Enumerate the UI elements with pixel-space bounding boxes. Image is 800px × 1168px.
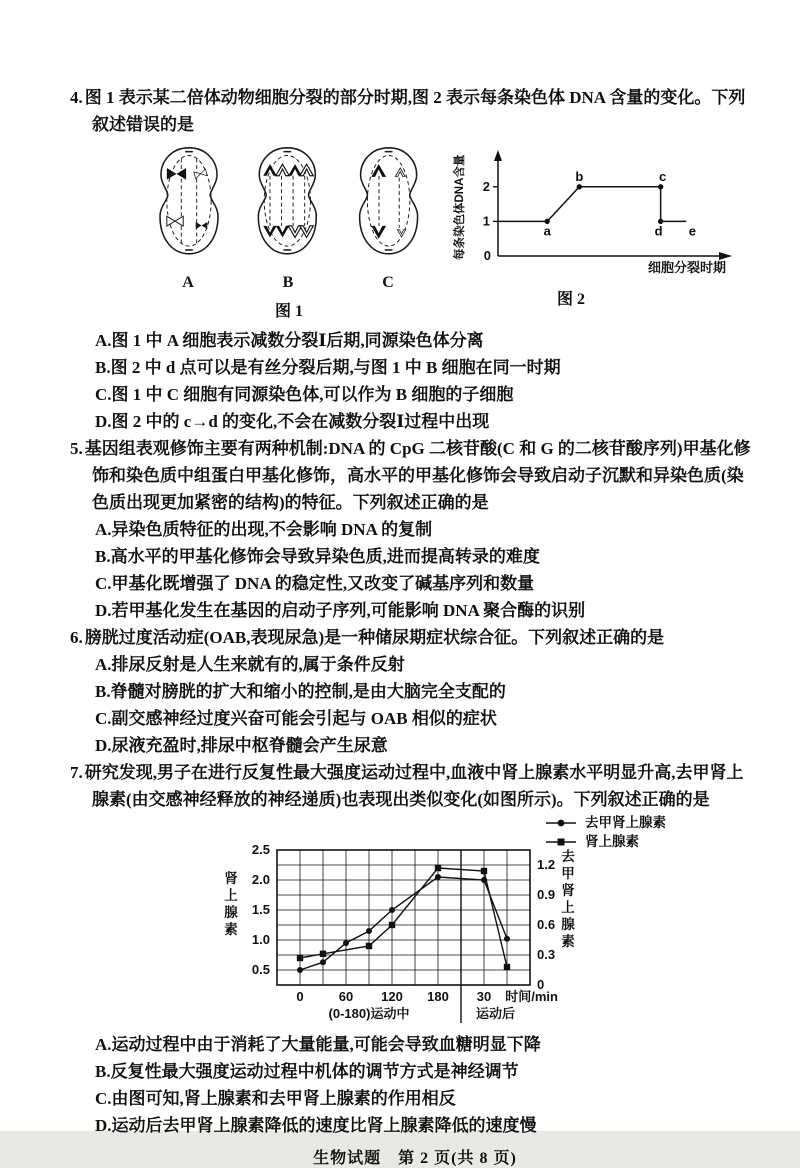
svg-text:1: 1 — [482, 213, 490, 229]
svg-text:甲: 甲 — [561, 866, 575, 881]
figure-1 — [138, 142, 440, 325]
option-b: B.反复性最大强度运动过程中机体的调节方式是神经调节 — [95, 1062, 519, 1081]
option-c: C.图 1 中 C 细胞有同源染色体,可以作为 B 细胞的子细胞 — [95, 385, 514, 404]
cell-division-drawing — [138, 142, 440, 260]
svg-text:2.0: 2.0 — [251, 872, 270, 887]
option-a: A.图 1 中 A 细胞表示减数分裂Ⅰ后期,同源染色体分离 — [95, 331, 484, 350]
svg-text:0: 0 — [483, 248, 491, 263]
svg-text:肾: 肾 — [224, 871, 238, 886]
svg-text:180: 180 — [427, 989, 449, 1004]
svg-text:上: 上 — [561, 900, 575, 915]
svg-text:上: 上 — [224, 888, 238, 903]
page-footer — [70, 1145, 760, 1168]
svg-text:每条染色体DNA含量: 每条染色体DNA含量 — [454, 154, 466, 260]
svg-text:0.5: 0.5 — [251, 962, 270, 977]
svg-text:0: 0 — [296, 989, 304, 1004]
question-6-options — [70, 651, 755, 759]
option-d: D.图 2 中的 c→d 的变化,不会在减数分裂Ⅰ过程中出现 — [95, 412, 490, 431]
svg-text:c: c — [659, 168, 667, 184]
svg-text:运动后: 运动后 — [475, 1006, 516, 1021]
question-4-text: 图 1 表示某二倍体动物细胞分裂的部分时期,图 2 表示每条染色体 DNA 含量的变化。下列叙述错误的是 — [84, 88, 746, 134]
cell-a-label: A — [182, 274, 194, 291]
circle-marker-icon — [545, 817, 577, 829]
svg-text:去: 去 — [561, 849, 575, 864]
figure-2-caption: 图 2 — [556, 291, 585, 308]
cell-labels — [138, 269, 440, 296]
option-b: B.图 2 中 d 点可以是有丝分裂后期,与图 1 中 B 细胞在同一时期 — [95, 358, 561, 377]
page-footer-text: 生物试题 第 2 页(共 8 页) — [313, 1150, 517, 1167]
question-5-text: 基因组表观修饰主要有两种机制:DNA 的 CpG 二核苷酸(C 和 G 的二核苷酸序列)甲基化修饰和染色质中组蛋白甲基化修饰，高水平的甲基化修饰会导致启动子沉默和异染色质(染色质出现更加紧密的结构)的特征。下列叙述正确的是 — [84, 439, 751, 512]
question-5-options — [70, 516, 755, 624]
option-c: C.由图可知,肾上腺素和去甲肾上腺素的作用相反 — [95, 1089, 456, 1108]
svg-text:腺: 腺 — [561, 917, 575, 932]
svg-text:时间/min: 时间/min — [505, 989, 558, 1004]
question-7-stem — [70, 759, 760, 813]
dna-content-chart — [448, 142, 754, 284]
svg-text:a: a — [543, 223, 551, 239]
hormone-line-chart — [215, 827, 601, 1027]
svg-text:肾: 肾 — [561, 883, 575, 898]
option-c: C.甲基化既增强了 DNA 的稳定性,又改变了碱基序列和数量 — [95, 574, 535, 593]
svg-text:细胞分裂时期: 细胞分裂时期 — [647, 260, 726, 275]
svg-text:素: 素 — [224, 922, 238, 937]
question-6-text: 膀胱过度活动症(OAB,表现尿急)是一种储尿期症状综合征。下列叙述正确的是 — [84, 628, 665, 647]
svg-text:1.5: 1.5 — [251, 902, 270, 917]
svg-text:(0-180)运动中: (0-180)运动中 — [328, 1006, 410, 1021]
figure-2 — [448, 142, 754, 313]
question-4-stem — [70, 84, 760, 138]
figure-1-caption: 图 1 — [274, 303, 303, 320]
question-7-text: 研究发现,男子在进行反复性最大强度运动过程中,血液中肾上腺素水平明显升高,去甲肾上腺素(由交感神经释放的神经递质)也表现出类似变化(如图所示)。下列叙述正确的是 — [84, 763, 744, 809]
hormone-chart-figure — [215, 815, 760, 1031]
svg-text:0.6: 0.6 — [537, 917, 556, 932]
svg-text:2.5: 2.5 — [251, 842, 270, 857]
svg-text:e: e — [688, 223, 696, 239]
question-4-number: 4. — [70, 88, 83, 107]
svg-text:120: 120 — [381, 989, 403, 1004]
svg-text:0.3: 0.3 — [537, 947, 556, 962]
option-b: B.高水平的甲基化修饰会导致异染色质,进而提高转录的难度 — [95, 547, 540, 566]
cell-b-drawing — [258, 148, 316, 254]
question-5 — [70, 435, 760, 624]
cell-a-drawing — [160, 148, 218, 254]
cell-c-label: C — [382, 274, 394, 291]
svg-text:素: 素 — [561, 934, 575, 949]
legend-label: 肾上腺素 — [585, 834, 639, 849]
svg-text:60: 60 — [338, 989, 354, 1004]
square-marker-icon — [545, 836, 577, 848]
svg-text:b: b — [575, 168, 584, 184]
question-4-options — [70, 327, 755, 435]
svg-text:d: d — [654, 223, 663, 239]
cell-c-drawing — [360, 148, 418, 254]
question-6-stem — [70, 624, 760, 651]
question-7-number: 7. — [70, 763, 83, 782]
svg-text:0.9: 0.9 — [537, 887, 556, 902]
option-d: D.运动后去甲肾上腺素降低的速度比肾上腺素降低的速度慢 — [95, 1116, 537, 1135]
svg-text:30: 30 — [476, 989, 492, 1004]
option-a: A.异染色质特征的出现,不会影响 DNA 的复制 — [95, 520, 433, 539]
svg-text:1.0: 1.0 — [251, 932, 270, 947]
question-5-number: 5. — [70, 439, 83, 458]
svg-text:2: 2 — [482, 178, 490, 194]
chart-legend — [545, 813, 666, 851]
cell-b-label: B — [282, 274, 294, 291]
option-a: A.运动过程中由于消耗了大量能量,可能会导致血糖明显下降 — [95, 1035, 541, 1054]
question-4-figures — [138, 142, 760, 325]
option-d: D.尿液充盈时,排尿中枢脊髓会产生尿意 — [95, 736, 388, 755]
svg-text:0: 0 — [537, 977, 545, 992]
question-7 — [70, 759, 760, 1139]
question-6 — [70, 624, 760, 759]
question-5-stem — [70, 435, 760, 516]
legend-label: 去甲肾上腺素 — [585, 815, 666, 830]
option-b: B.脊髓对膀胱的扩大和缩小的控制,是由大脑完全支配的 — [95, 682, 506, 701]
question-6-number: 6. — [70, 628, 83, 647]
option-c: C.副交感神经过度兴奋可能会引起与 OAB 相似的症状 — [95, 709, 497, 728]
question-7-options — [70, 1031, 755, 1139]
question-4 — [70, 84, 760, 435]
svg-text:腺: 腺 — [224, 905, 238, 920]
option-a: A.排尿反射是人生来就有的,属于条件反射 — [95, 655, 405, 674]
svg-text:1.2: 1.2 — [537, 857, 556, 872]
option-d: D.若甲基化发生在基因的启动子序列,可能影响 DNA 聚合酶的识别 — [95, 601, 586, 620]
